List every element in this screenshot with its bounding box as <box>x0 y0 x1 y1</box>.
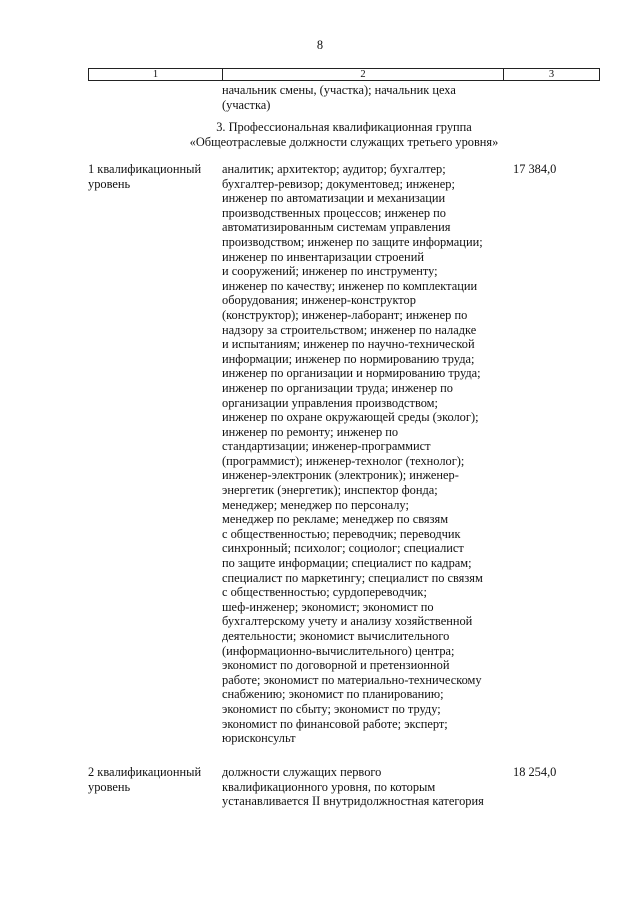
position-line: инженер по организации и нормированию труда; <box>222 366 481 381</box>
position-line: специалист по маркетингу; специалист по связям <box>222 570 483 585</box>
header-cell-1: 1 <box>89 69 223 80</box>
position-line: деятельности; экономист вычислительного <box>222 629 450 643</box>
position-line: надзору за строительством; инженер по наладке <box>222 322 477 337</box>
position-line: бухгалтер-ревизор; документовед; инженер; <box>222 176 455 191</box>
position-line: информации; инженер по нормированию труда; <box>222 351 475 366</box>
position-line: и сооружений; инженер по инструменту; <box>222 264 438 279</box>
position-line: квалификационного уровня, по которым <box>222 779 436 794</box>
position-line: стандартизации; инженер-программист <box>222 439 431 454</box>
header-cell-2: 2 <box>223 69 504 80</box>
position-line: работе; экономист по материально-техническому <box>222 672 482 687</box>
position-line: (информационно-вычислительного) центра; <box>222 643 455 658</box>
position-line: аналитик; архитектор; аудитор; бухгалтер; <box>222 162 446 176</box>
group-title <box>88 120 600 149</box>
position-line: организации управления производством; <box>222 395 438 410</box>
position-line: производством; инженер по защите информации; <box>222 234 483 249</box>
continued-position-text <box>222 83 492 112</box>
position-line: экономист по сбыту; экономист по труду; <box>222 701 441 716</box>
position-line: экономист по договорной и претензионной <box>222 658 450 673</box>
position-line: с общественностью; переводчик; переводчик <box>222 526 461 541</box>
group-title-line: 3. Профессиональная квалификационная группа <box>216 120 472 134</box>
position-line: инженер по качеству; инженер по комплектации <box>222 278 478 293</box>
position-line: инженер по автоматизации и механизации <box>222 191 446 206</box>
level-line: 2 квалификационный <box>88 765 202 779</box>
position-line: инженер по охране окружающей среды (эколог); <box>222 410 479 425</box>
group-title-line: «Общеотраслевые должности служащих третьего уровня» <box>189 134 499 149</box>
position-line: оборудования; инженер-конструктор <box>222 293 416 308</box>
position-line: синхронный; психолог; социолог; специалист <box>222 541 464 556</box>
position-line: производственных процессов; инженер по <box>222 205 446 220</box>
position-line: инженер по инвентаризации строений <box>222 249 424 264</box>
position-line: (программист); инженер-технолог (технолог); <box>222 453 465 468</box>
qualification-level-cell <box>88 765 222 809</box>
table-row <box>88 765 600 809</box>
position-line: с общественностью; сурдопереводчик; <box>222 585 427 600</box>
position-line: экономист по финансовой работе; эксперт; <box>222 716 448 731</box>
position-line: энергетик (энергетик); инспектор фонда; <box>222 483 438 498</box>
position-line: менеджер; менеджер по персоналу; <box>222 497 409 512</box>
text-line: начальник смены, (участка); начальник цеха <box>222 83 456 97</box>
text-line: (участка) <box>222 97 271 112</box>
header-cell-3: 3 <box>548 69 555 80</box>
position-line: автоматизированным системам управления <box>222 220 451 235</box>
position-line: устанавливается II внутридолжностная категория <box>222 794 484 809</box>
position-line: шеф-инженер; экономист; экономист по <box>222 599 434 614</box>
table-header-row <box>88 68 600 81</box>
table-row <box>88 162 600 746</box>
position-line: менеджер по рекламе; менеджер по связям <box>222 512 449 527</box>
position-line: инженер-электроник (электроник); инженер- <box>222 468 459 483</box>
position-line: инженер по ремонту; инженер по <box>222 424 399 439</box>
position-line: (конструктор); инженер-лаборант; инженер по <box>222 307 468 322</box>
level-line: уровень <box>88 779 131 794</box>
level-line: 1 квалификационный <box>88 162 202 176</box>
position-line: снабжению; экономист по планированию; <box>222 687 444 702</box>
page-number: 8 <box>316 38 324 52</box>
salary-cell: 17 384,0 <box>513 162 557 176</box>
positions-cell <box>222 162 505 746</box>
position-line: инженер по организации труда; инженер по <box>222 380 453 395</box>
positions-cell <box>222 765 505 809</box>
position-line: по защите информации; специалист по кадрам; <box>222 556 472 571</box>
position-line: и испытаниям; инженер по научно-технической <box>222 337 475 352</box>
position-line: должности служащих первого <box>222 765 382 779</box>
position-line: юрисконсульт <box>222 731 296 746</box>
qualification-level-cell <box>88 162 222 746</box>
salary-cell: 18 254,0 <box>513 765 557 779</box>
position-line: бухгалтерскому учету и анализу хозяйственной <box>222 614 473 629</box>
level-line: уровень <box>88 176 131 191</box>
